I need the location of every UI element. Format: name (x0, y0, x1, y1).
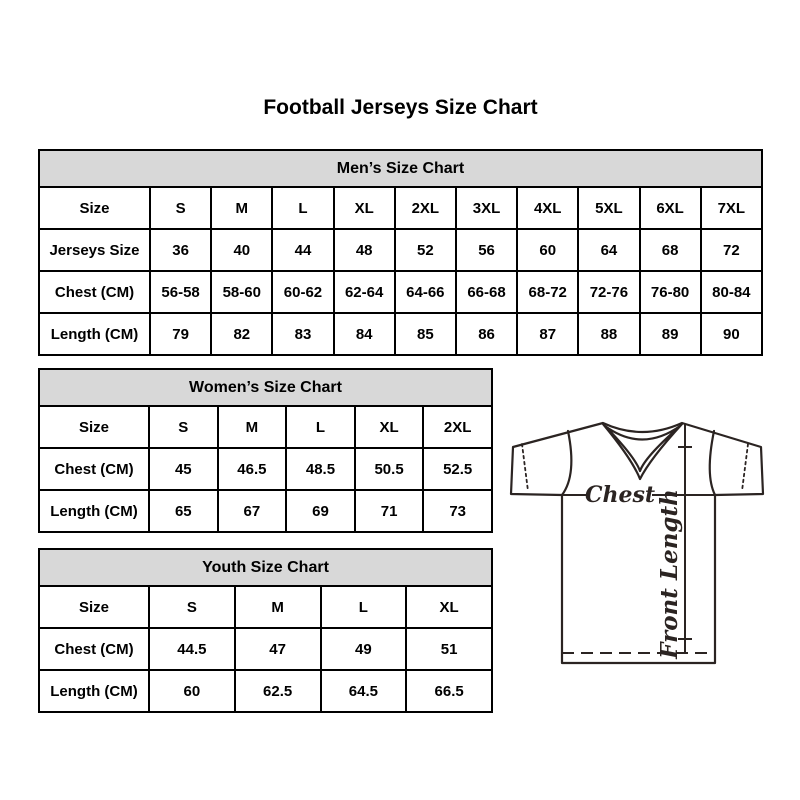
table-row (39, 271, 762, 313)
table-title: Men’s Size Chart (39, 150, 762, 187)
data-cell: 72 (701, 229, 762, 271)
data-cell: 64.5 (321, 670, 407, 712)
row-label-header: Size (39, 586, 149, 628)
data-cell: 56-58 (150, 271, 211, 313)
column-header: 6XL (640, 187, 701, 229)
table-title-row (39, 549, 492, 586)
table-row (39, 628, 492, 670)
data-cell: 73 (423, 490, 492, 532)
data-cell: 48 (334, 229, 395, 271)
column-header: 2XL (395, 187, 456, 229)
data-cell: 45 (149, 448, 218, 490)
column-header: M (235, 586, 321, 628)
data-cell: 40 (211, 229, 272, 271)
table-title: Youth Size Chart (39, 549, 492, 586)
table-row (39, 670, 492, 712)
column-header: L (272, 187, 333, 229)
data-cell: 56 (456, 229, 517, 271)
column-header: S (150, 187, 211, 229)
table-row (39, 229, 762, 271)
jersey-outline (511, 423, 763, 663)
row-label-header: Size (39, 406, 149, 448)
table-row (39, 490, 492, 532)
data-cell: 84 (334, 313, 395, 355)
column-header: 2XL (423, 406, 492, 448)
data-cell: 88 (578, 313, 639, 355)
row-label: Chest (CM) (39, 271, 150, 313)
column-header: XL (406, 586, 492, 628)
data-cell: 82 (211, 313, 272, 355)
data-cell: 79 (150, 313, 211, 355)
row-label: Chest (CM) (39, 448, 149, 490)
data-cell: 44 (272, 229, 333, 271)
column-header: XL (334, 187, 395, 229)
row-label: Length (CM) (39, 313, 150, 355)
row-label-header: Size (39, 187, 150, 229)
column-header: S (149, 586, 235, 628)
data-cell: 36 (150, 229, 211, 271)
jersey-measurement-diagram (502, 417, 768, 669)
data-cell: 52 (395, 229, 456, 271)
data-cell: 49 (321, 628, 407, 670)
data-cell: 90 (701, 313, 762, 355)
column-header-row (39, 586, 492, 628)
data-cell: 46.5 (218, 448, 287, 490)
data-cell: 58-60 (211, 271, 272, 313)
data-cell: 67 (218, 490, 287, 532)
data-cell: 76-80 (640, 271, 701, 313)
data-cell: 72-76 (578, 271, 639, 313)
chest-label: Chest (584, 482, 656, 508)
youth-size-table (38, 548, 493, 713)
left-cuff-stitch-line (522, 444, 528, 491)
data-cell: 89 (640, 313, 701, 355)
data-cell: 50.5 (355, 448, 424, 490)
data-cell: 62.5 (235, 670, 321, 712)
column-header-row (39, 406, 492, 448)
table-title-row (39, 150, 762, 187)
table-title: Women’s Size Chart (39, 369, 492, 406)
row-label: Length (CM) (39, 490, 149, 532)
data-cell: 86 (456, 313, 517, 355)
row-label: Jerseys Size (39, 229, 150, 271)
data-cell: 66-68 (456, 271, 517, 313)
data-cell: 60 (517, 229, 578, 271)
table-row (39, 448, 492, 490)
column-header: 5XL (578, 187, 639, 229)
data-cell: 68-72 (517, 271, 578, 313)
data-cell: 64 (578, 229, 639, 271)
column-header: M (211, 187, 272, 229)
data-cell: 68 (640, 229, 701, 271)
mens-size-table (38, 149, 763, 356)
right-sleeve-seam (710, 431, 715, 495)
data-cell: 47 (235, 628, 321, 670)
data-cell: 60 (149, 670, 235, 712)
data-cell: 60-62 (272, 271, 333, 313)
column-header: L (321, 586, 407, 628)
data-cell: 65 (149, 490, 218, 532)
data-cell: 52.5 (423, 448, 492, 490)
data-cell: 48.5 (286, 448, 355, 490)
data-cell: 71 (355, 490, 424, 532)
data-cell: 44.5 (149, 628, 235, 670)
data-cell: 51 (406, 628, 492, 670)
table-row (39, 313, 762, 355)
right-cuff-stitch-line (742, 444, 748, 491)
data-cell: 87 (517, 313, 578, 355)
column-header: L (286, 406, 355, 448)
column-header: XL (355, 406, 424, 448)
column-header: 7XL (701, 187, 762, 229)
column-header: M (218, 406, 287, 448)
data-cell: 62-64 (334, 271, 395, 313)
front-length-label: Front Length (656, 489, 683, 659)
data-cell: 85 (395, 313, 456, 355)
data-cell: 83 (272, 313, 333, 355)
data-cell: 80-84 (701, 271, 762, 313)
data-cell: 64-66 (395, 271, 456, 313)
table-title-row (39, 369, 492, 406)
left-sleeve-seam (562, 431, 571, 495)
column-header: 3XL (456, 187, 517, 229)
row-label: Length (CM) (39, 670, 149, 712)
column-header-row (39, 187, 762, 229)
page-title: Football Jerseys Size Chart (263, 96, 538, 119)
womens-size-table (38, 368, 493, 533)
data-cell: 66.5 (406, 670, 492, 712)
column-header: 4XL (517, 187, 578, 229)
row-label: Chest (CM) (39, 628, 149, 670)
data-cell: 69 (286, 490, 355, 532)
column-header: S (149, 406, 218, 448)
